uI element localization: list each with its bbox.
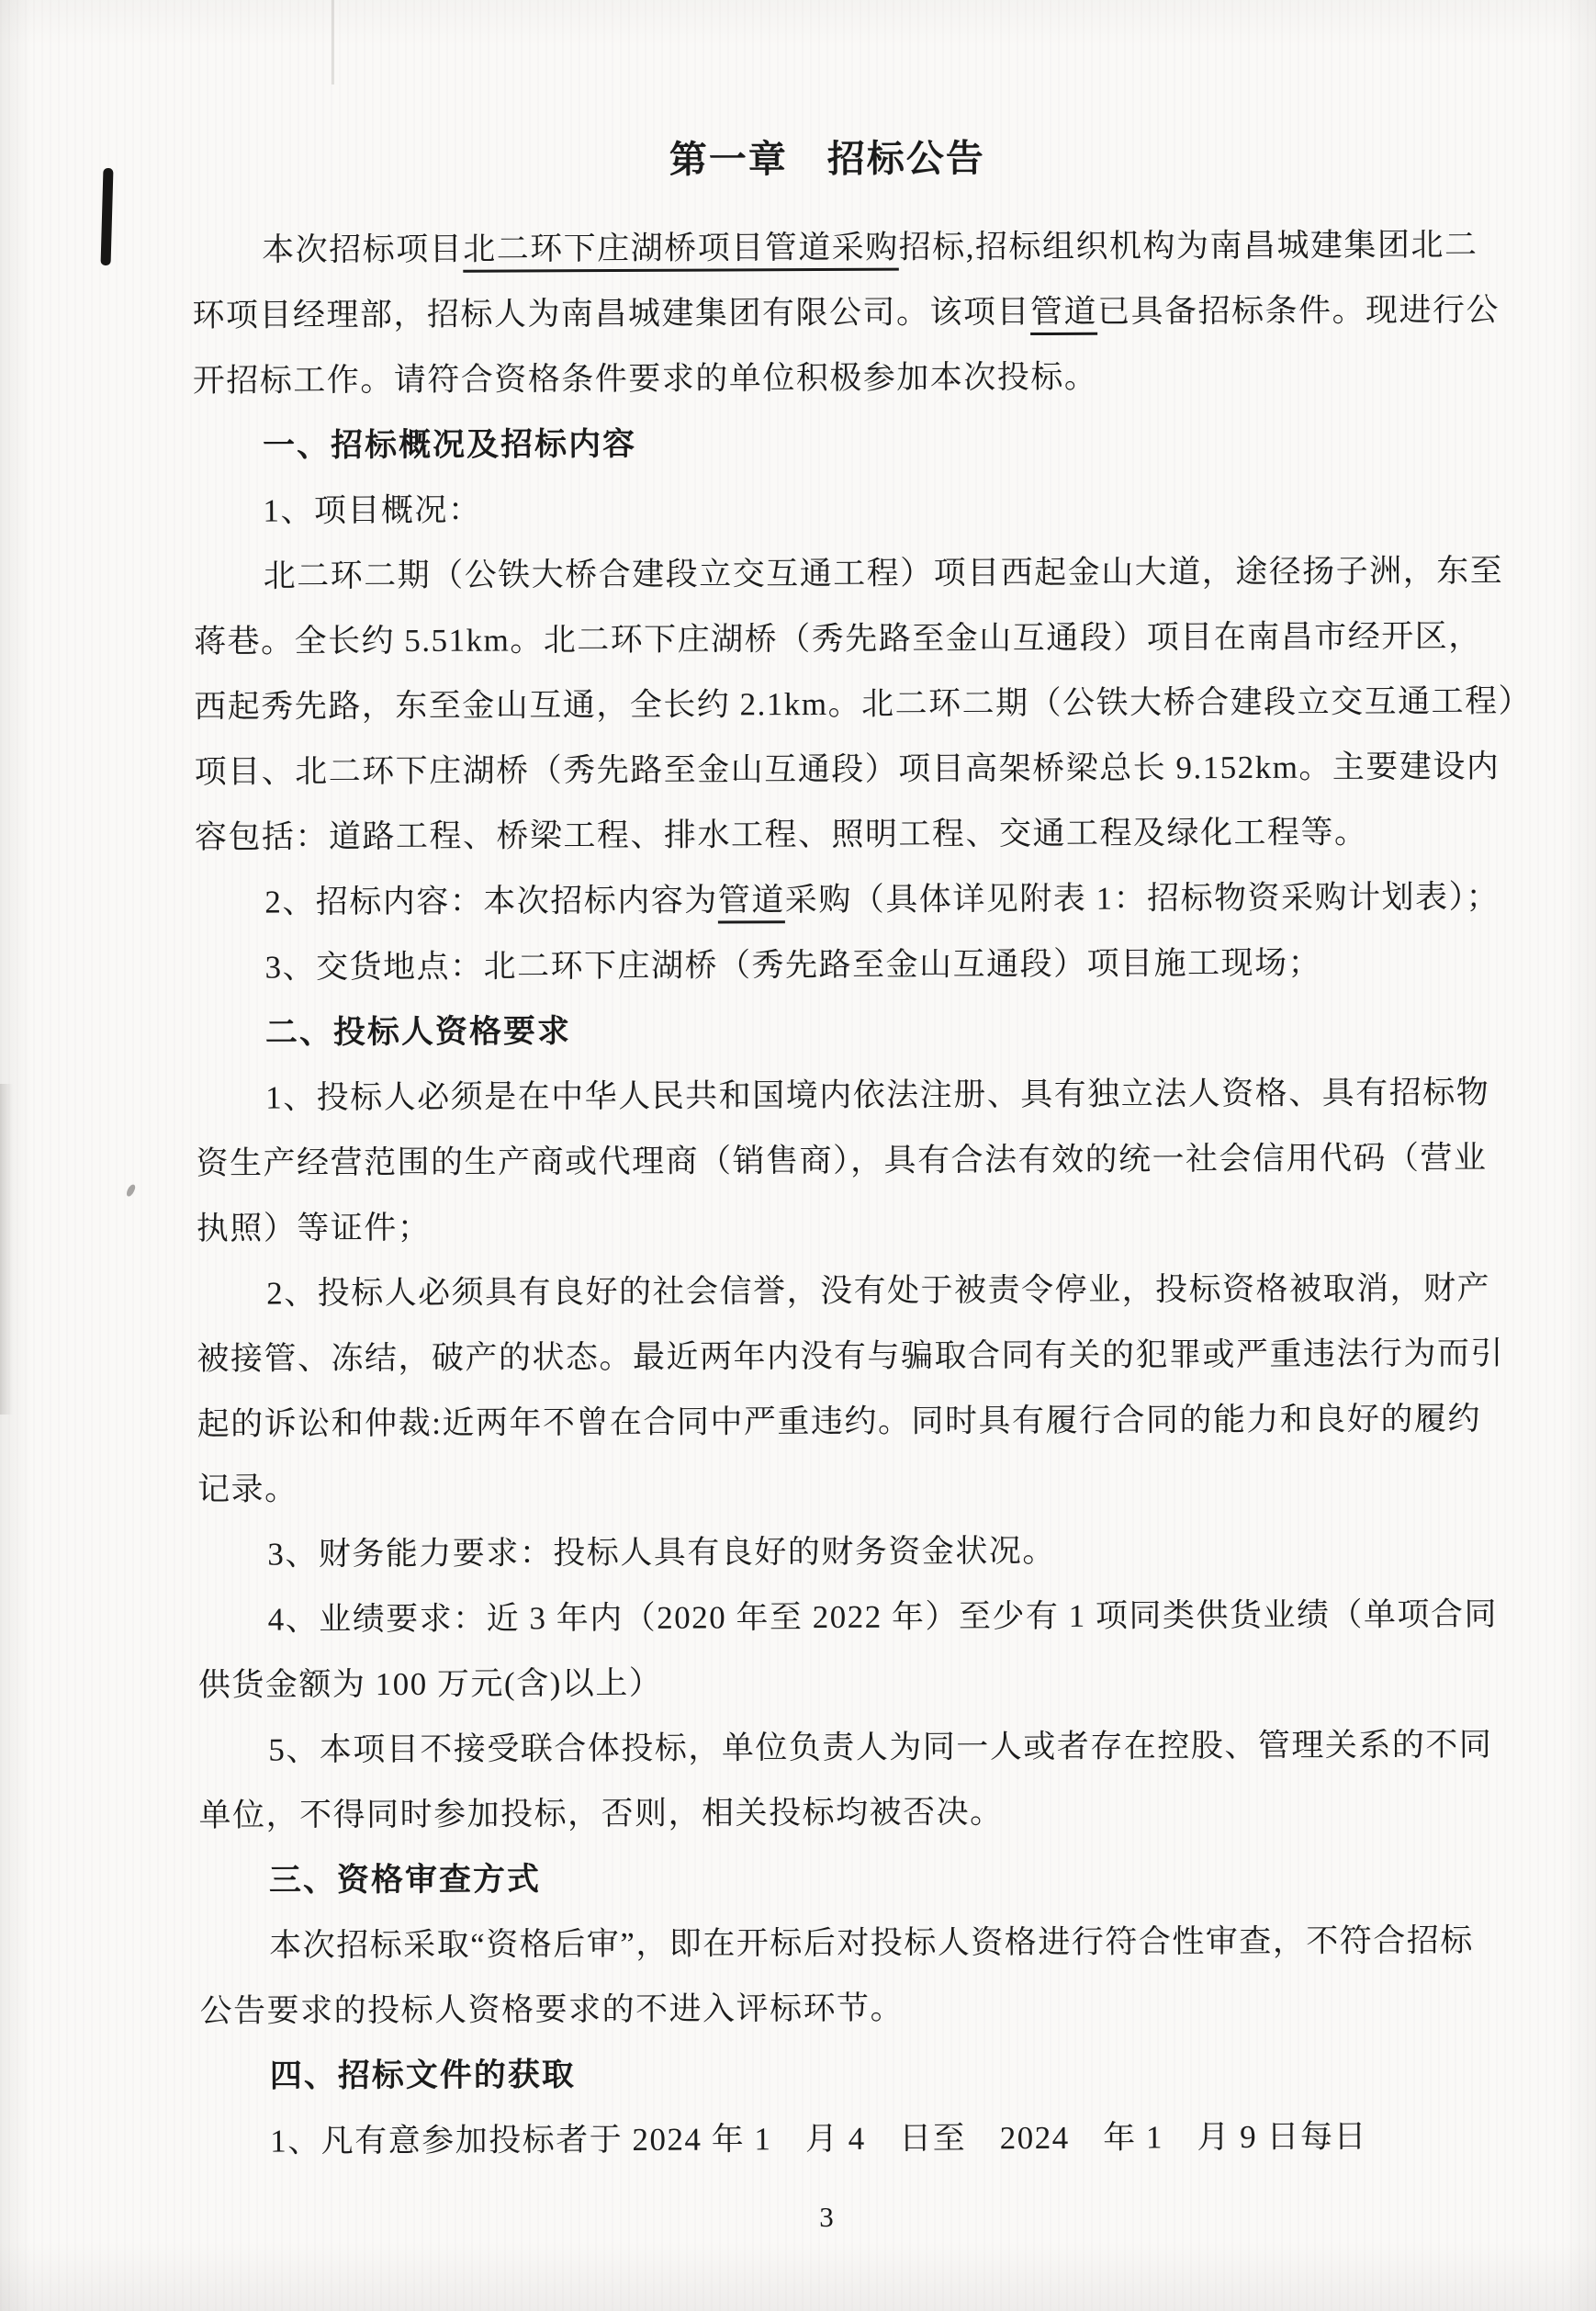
section-1-para-line-5: 容包括：道路工程、桥梁工程、排水工程、照明工程、交通工程及绿化工程等。 [194, 814, 1368, 856]
paper-crease [332, 0, 334, 85]
section-2-item-1-line-3: 执照）等证件； [196, 1209, 432, 1247]
section-1-item-1-label: 1、项目概况： [263, 491, 482, 529]
document-body [192, 212, 1533, 2174]
text-segment: 采购（具体详见附表 1：招标物资采购计划表）； [784, 878, 1500, 919]
section-1-item-3: 3、交货地点：北二环下庄湖桥（秀先路至金山互通段）项目施工现场； [264, 944, 1322, 986]
section-1-heading: 一、招标概况及招标内容 [263, 425, 637, 464]
section-2-item-2-line-2: 被接管、冻结，破产的状态。最近两年内没有与骗取合同有关的犯罪或严重违法行为而引 [197, 1335, 1505, 1378]
section-2-item-4-line-1: 4、业绩要求：近 3 年内（2020 年至 2022 年）至少有 1 项同类供货业绩（单项合同 [267, 1595, 1499, 1638]
section-2-item-2-line-4: 记录。 [197, 1471, 298, 1508]
text-segment: 2、招标内容：本次招标内容为 [264, 882, 718, 920]
section-1-para-line-1: 北二环二期（公铁大桥合建段立交互通工程）项目西起金山大道，途径扬子洲，东至 [263, 552, 1504, 594]
underlined-material: 管道 [717, 882, 785, 919]
section-3-heading: 三、资格审查方式 [268, 1861, 542, 1899]
section-2-heading: 二、投标人资格要求 [264, 1013, 571, 1051]
text-segment: 环项目经理部，招标人为南昌城建集团有限公司。该项目 [192, 294, 1031, 334]
section-2-item-5-line-1: 5、本项目不接受联合体投标，单位负责人为同一人或者存在控股、管理关系的不同 [268, 1726, 1493, 1768]
section-1-para-line-3: 西起秀先路，东至金山互通，全长约 2.1km。北二环二期（公铁大桥合建段立交互通工程） [194, 682, 1533, 726]
underlined-project-name: 北二环下庄湖桥项目管道采购 [463, 229, 899, 267]
section-1-para-line-2: 蒋巷。全长约 5.51km。北二环下庄湖桥（秀先路至金山互通段）项目在南昌市经开区， [193, 617, 1482, 660]
section-3-para-line-2: 公告要求的投标人资格要求的不进入评标环节。 [199, 1990, 905, 2029]
text-segment: 招标,招标组织机构为南昌城建集团北二 [898, 226, 1478, 265]
section-1-item-2 [195, 864, 1500, 935]
chapter-title: 第一章 招标公告 [669, 137, 985, 181]
paper-speck [125, 1183, 136, 1198]
underlined-material: 管道 [1029, 293, 1098, 331]
section-4-heading: 四、招标文件的获取 [269, 2057, 576, 2094]
ink-blot-mark [101, 168, 114, 265]
section-2-item-5-line-2: 单位，不得同时参加投标，否则，相关投标均被否决。 [198, 1794, 1004, 1834]
intro-line-1 [192, 212, 1478, 283]
document-content [191, 0, 1533, 2159]
section-2-item-4-line-2: 供货金额为 100 万元(含)以上） [197, 1664, 663, 1704]
section-2-item-2-line-1: 2、投标人必须具有良好的社会信誉，没有处于被责令停业，投标资格被取消，财产 [266, 1269, 1491, 1312]
text-segment: 已具备招标条件。现进行公 [1096, 291, 1500, 330]
section-2-item-2-line-3: 起的诉讼和仲裁:近两年不曾在合同中严重违约。同时具有履行合同的能力和良好的履约 [197, 1400, 1482, 1443]
page-number: 3 [819, 2201, 834, 2233]
section-2-item-3: 3、财务能力要求：投标人具有良好的财务资金状况。 [267, 1532, 1056, 1573]
section-1-para-line-4: 项目、北二环下庄湖桥（秀先路至金山互通段）项目高架桥梁总长 9.152km。主要建设内 [194, 748, 1500, 791]
section-2-item-1-line-2: 资生产经营范围的生产商或代理商（销售商），具有合法有效的统一社会信用代码（营业 [196, 1139, 1488, 1182]
intro-line-3: 开招标工作。请符合资格条件要求的单位积极参加本次投标。 [192, 358, 1098, 400]
section-3-para-line-1: 本次招标采取“资格后审”，即在开标后对投标人资格进行符合性审查，不符合招标 [269, 1922, 1474, 1964]
scan-edge-shadow [0, 1084, 13, 1415]
section-2-item-1-line-1: 1、投标人必须是在中华人民共和国境内依法注册、具有独立法人资格、具有招标物 [265, 1074, 1490, 1116]
text-segment: 本次招标项目 [262, 231, 464, 268]
intro-line-2 [192, 277, 1500, 348]
section-4-item-1: 1、凡有意参加投标者于 2024 年 1 月 4 日至 2024 年 1 月 9 日每日 [270, 2118, 1368, 2159]
